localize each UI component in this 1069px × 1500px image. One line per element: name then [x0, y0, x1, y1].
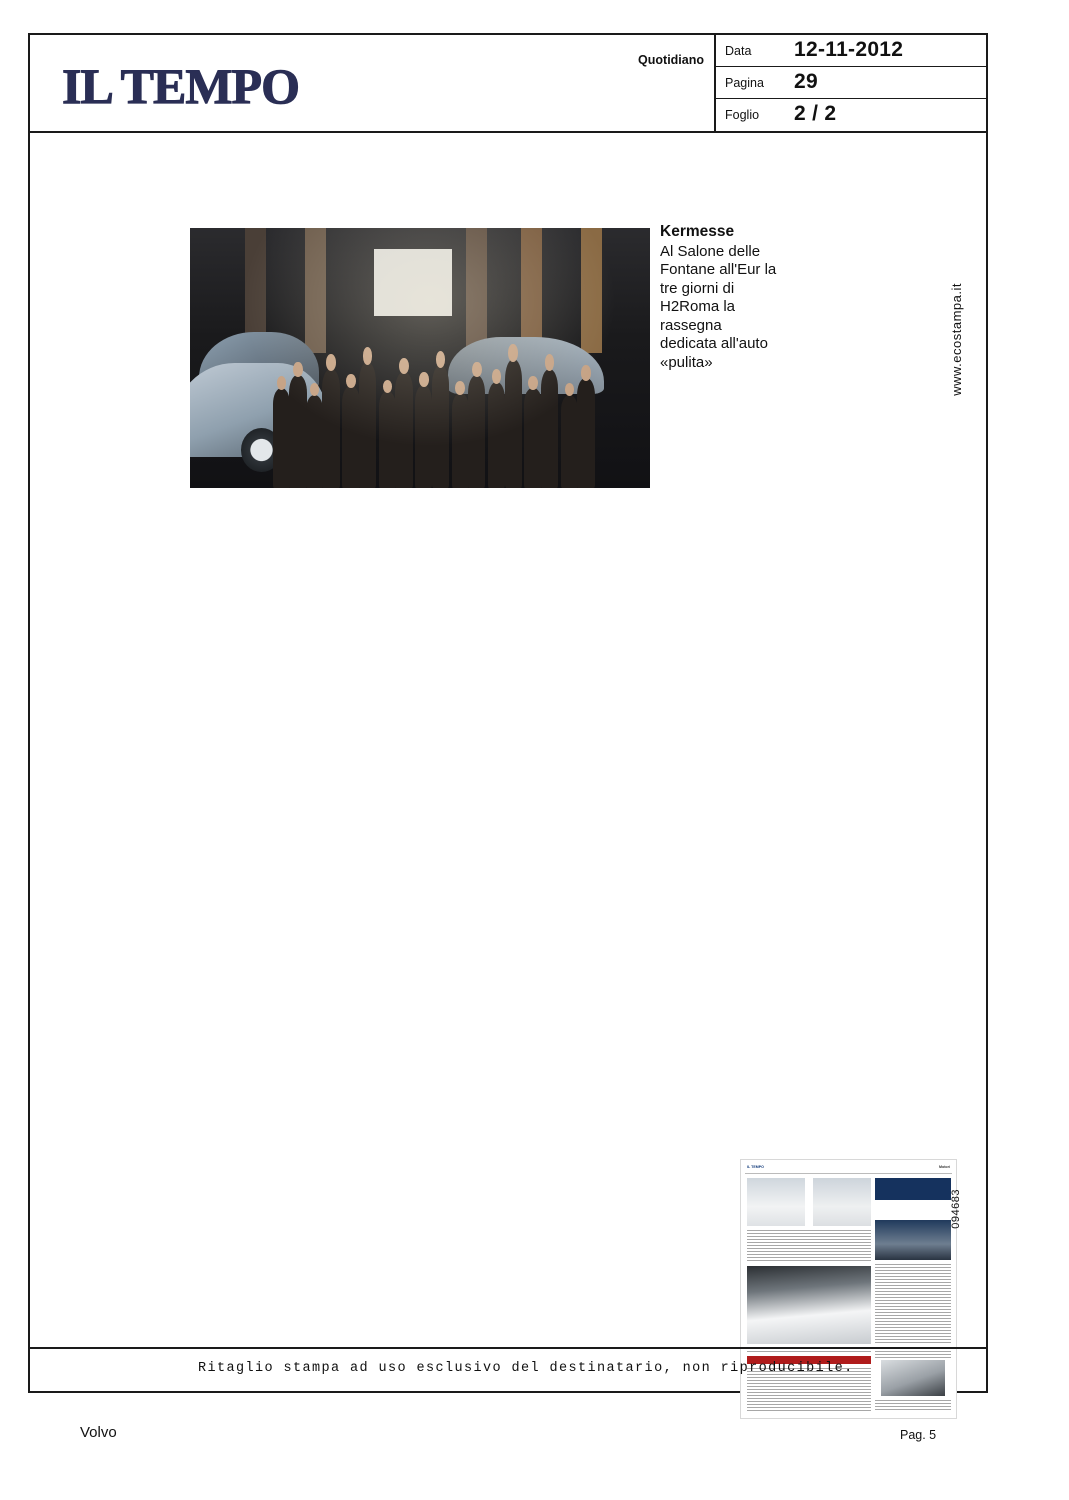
thumbnail-image: [747, 1266, 871, 1344]
photo-lighting-overlay: [190, 228, 650, 488]
thumbnail-text-block: [747, 1230, 871, 1262]
article-photo: [190, 228, 650, 488]
usage-notice: Ritaglio stampa ad uso esclusivo del destinatario, non riproducibile.: [198, 1361, 854, 1376]
thumbnail-text-block: [875, 1400, 951, 1412]
caption-text: Al Salone delle Fontane all'Eur la tre giorni di H2Roma la rassegna dedicata all'auto «pulita»: [660, 242, 777, 371]
client-name: Volvo: [80, 1424, 117, 1441]
metadata-value-data: 12-11-2012: [794, 38, 904, 61]
thumbnail-text-block: [875, 1264, 951, 1344]
thumbnail-image: [747, 1178, 805, 1226]
photo-caption: [660, 223, 780, 372]
thumbnail-header-right: Motori: [939, 1165, 950, 1169]
thumbnail-image: [875, 1220, 951, 1260]
thumbnail-headline-block: [875, 1178, 951, 1200]
metadata-label-data: Data: [725, 44, 752, 58]
publication-logo: [62, 57, 299, 115]
caption-title: Kermesse: [660, 223, 735, 240]
clipping-code: 094683: [950, 1189, 962, 1229]
thumbnail-header-left: IL TEMPO: [747, 1165, 764, 1169]
clipping-body: [30, 133, 986, 1347]
footer-strip: [30, 1347, 986, 1391]
page-number: Pag. 5: [900, 1428, 937, 1442]
metadata-label-foglio: Foglio: [725, 108, 760, 122]
publication-title: IL TEMPO: [62, 58, 299, 114]
masthead: [30, 35, 986, 133]
document-page: [28, 33, 988, 1393]
metadata-value-pagina: 29: [794, 70, 818, 93]
thumbnail-header: [745, 1164, 952, 1174]
metadata-label-pagina: Pagina: [725, 76, 764, 90]
metadata-row-foglio: [716, 99, 986, 131]
metadata-row-data: [716, 35, 986, 67]
metadata-row-pagina: [716, 67, 986, 99]
metadata-value-foglio: 2 / 2: [794, 102, 837, 125]
thumbnail-image: [813, 1178, 871, 1226]
ecostampa-url: www.ecostampa.it: [949, 283, 964, 396]
frequency-label: Quotidiano: [638, 53, 704, 67]
metadata-box: [714, 35, 986, 133]
